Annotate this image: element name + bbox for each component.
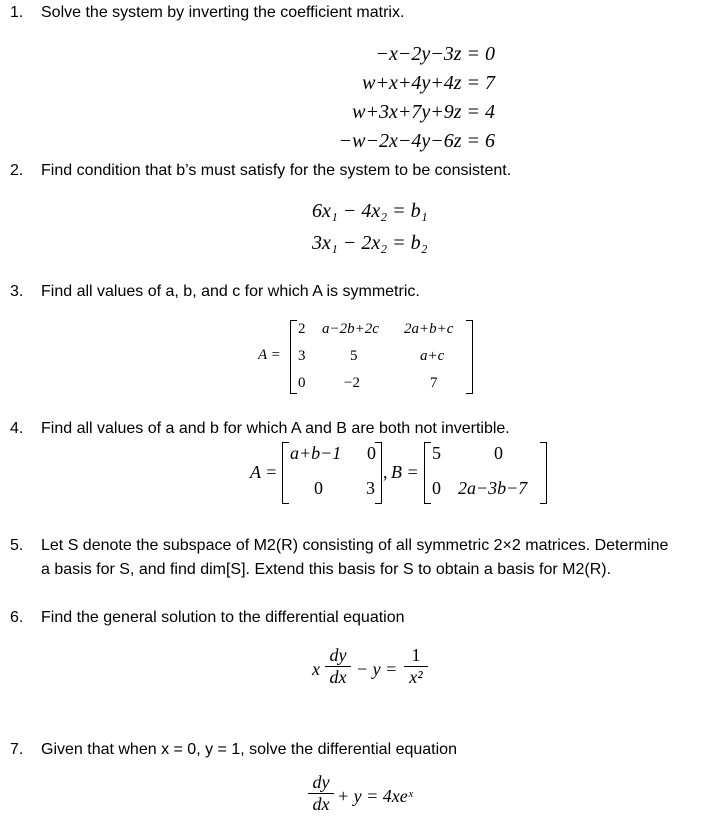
q1-equation-4: −w−2x−4y−6z = 6 [338, 130, 495, 152]
matrix-cell: 7 [430, 375, 438, 391]
separator: , [383, 462, 388, 482]
q2-equation-1: 6x₁ − 4x₂ = b₁ [312, 200, 428, 222]
q1-equation-1: −x−2y−3z = 0 [375, 43, 495, 65]
left-bracket [290, 320, 297, 394]
question-number: 1. [10, 4, 24, 21]
matrix-cell: 0 [494, 443, 503, 463]
eq-x: x [312, 659, 320, 679]
denominator: dx [325, 666, 351, 688]
numerator: dy [312, 772, 330, 792]
question-text: Find all values of a and b for which A and B are both not invertible. [41, 420, 510, 437]
question-number: 5. [10, 537, 24, 554]
q1-equation-3: w+3x+7y+9z = 4 [352, 101, 495, 123]
denominator: dx [308, 793, 334, 815]
matrix-cell: 5 [432, 443, 441, 463]
numerator: dy [329, 645, 347, 665]
matrix-cell: 5 [350, 348, 358, 364]
matrix-cell: 0 [432, 478, 441, 498]
q3-matrix [258, 318, 488, 396]
eq-rest: + y = 4xeˣ [337, 786, 413, 806]
matrix-cell: 0 [367, 443, 376, 463]
matrix-cell: 2 [298, 321, 306, 337]
q1-equation-2: w+x+4y+4z = 7 [362, 72, 495, 94]
question-number: 6. [10, 609, 24, 626]
question-text: Solve the system by inverting the coefficient matrix. [41, 4, 405, 21]
question-text: Given that when x = 0, y = 1, solve the differential equation [41, 741, 457, 758]
numerator: 1 [411, 645, 421, 665]
right-bracket [466, 320, 473, 394]
q2-equation-2: 3x₁ − 2x₂ = b₂ [312, 232, 428, 254]
matrix-cell: −2 [344, 375, 360, 391]
fraction-right [404, 645, 428, 688]
matrix-b-label: B = [391, 462, 419, 482]
fraction-dy-dx [325, 645, 351, 688]
matrix-cell: a−2b+2c [322, 321, 379, 337]
right-bracket [540, 442, 547, 504]
q7-equation [308, 772, 448, 822]
eq-middle: − y = [356, 659, 398, 679]
question-text: Find all values of a, b, and c for which A is symmetric. [41, 283, 420, 300]
matrix-cell: a+b−1 [290, 443, 342, 463]
right-bracket [375, 442, 382, 504]
q6-equation [312, 645, 442, 695]
question-number: 7. [10, 741, 24, 758]
matrix-cell: 2a+b+c [404, 321, 454, 337]
matrix-cell: 0 [298, 375, 306, 391]
denominator: x² [404, 666, 428, 688]
left-bracket [424, 442, 431, 504]
q4-matrices [250, 440, 550, 506]
matrix-cell: 0 [314, 478, 323, 498]
question-number: 3. [10, 283, 24, 300]
question-text: Let S denote the subspace of M2(R) consisting of all symmetric 2×2 matrices. Determine [41, 537, 669, 554]
fraction-dy-dx [308, 772, 334, 815]
question-text-line-2: a basis for S, and find dim[S]. Extend this basis for S to obtain a basis for M2(R). [41, 561, 612, 578]
matrix-cell: a+c [420, 348, 445, 364]
left-bracket [282, 442, 289, 504]
matrix-a-label: A = [250, 462, 278, 482]
matrix-cell: 3 [298, 348, 306, 364]
matrix-label: A = [258, 347, 281, 363]
question-text: Find the general solution to the differential equation [41, 609, 405, 626]
question-number: 2. [10, 162, 24, 179]
question-text: Find condition that b’s must satisfy for the system to be consistent. [41, 162, 512, 179]
matrix-cell: 2a−3b−7 [458, 478, 528, 498]
matrix-cell: 3 [366, 478, 375, 498]
question-number: 4. [10, 420, 24, 437]
